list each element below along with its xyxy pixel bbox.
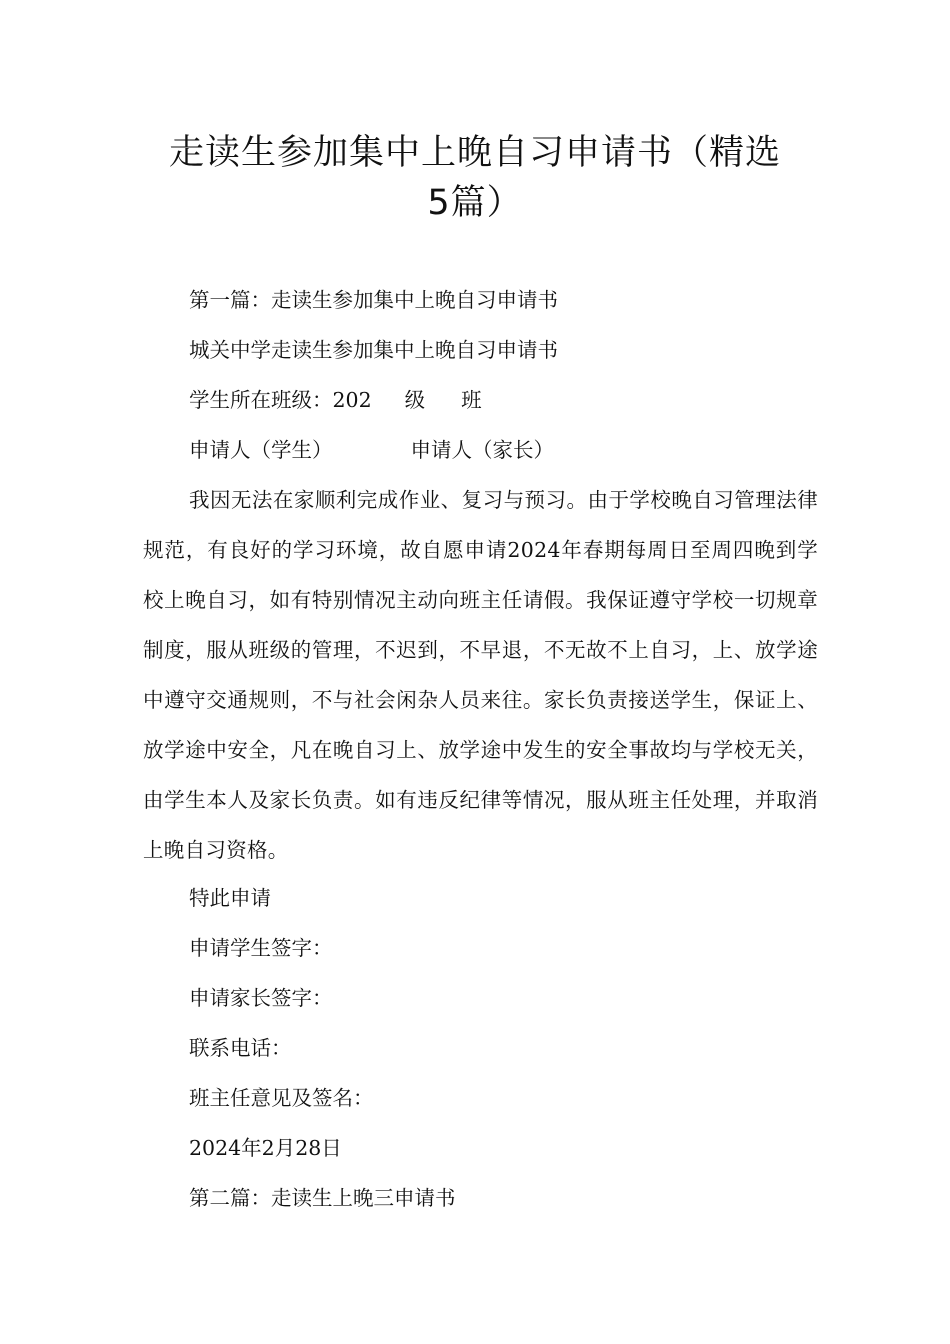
class-label: 班 — [461, 388, 482, 412]
section-1-heading: 第一篇：走读生参加集中上晚自习申请书 — [189, 288, 558, 312]
title-line-2: 5篇） — [427, 183, 523, 223]
applicant-parent-label: 申请人（家长） — [410, 438, 554, 462]
teacher-opinion-label: 班主任意见及签名： — [189, 1086, 374, 1110]
school-application-title: 城关中学走读生参加集中上晚自习申请书 — [189, 338, 558, 362]
application-body-paragraph: 我因无法在家顺利完成作业、复习与预习。由于学校晚自习管理法律规范，有良好的学习环境，故自愿申请2024年春期每周日至周四晚到学校上晚自习，如有特别情况主动向班主任请假。我保证遵守学校一切规章制度，服从班级的管理，不迟到，不早退，不无故不上自习，上、放学途中遵守交通规则，不与社会闲杂人员来往。家长负责接送学生，保证上、放学途中安全，凡在晚自习上、放学途中发生的安全事故均与学校无关，由学生本人及家长负责。如有违反纪律等情况，服从班主任处理，并取消上晚自习资格。 — [143, 488, 818, 862]
student-signature-label: 申请学生签字： — [189, 936, 333, 960]
applicant-line — [189, 435, 554, 465]
application-date: 2024年2月28日 — [189, 1136, 342, 1160]
title-line-1: 走读生参加集中上晚自习申请书（精选 — [168, 133, 781, 173]
contact-phone-label: 联系电话： — [189, 1036, 292, 1060]
applicant-student-label: 申请人（学生） — [189, 438, 333, 462]
class-line — [189, 385, 482, 415]
class-prefix: 学生所在班级：202 — [189, 388, 372, 412]
section-2-heading: 第二篇：走读生上晚三申请书 — [189, 1186, 456, 1210]
document-title — [140, 128, 810, 228]
parent-signature-label: 申请家长签字： — [189, 986, 333, 1010]
closing-statement: 特此申请 — [189, 886, 271, 910]
grade-label: 级 — [404, 388, 426, 412]
